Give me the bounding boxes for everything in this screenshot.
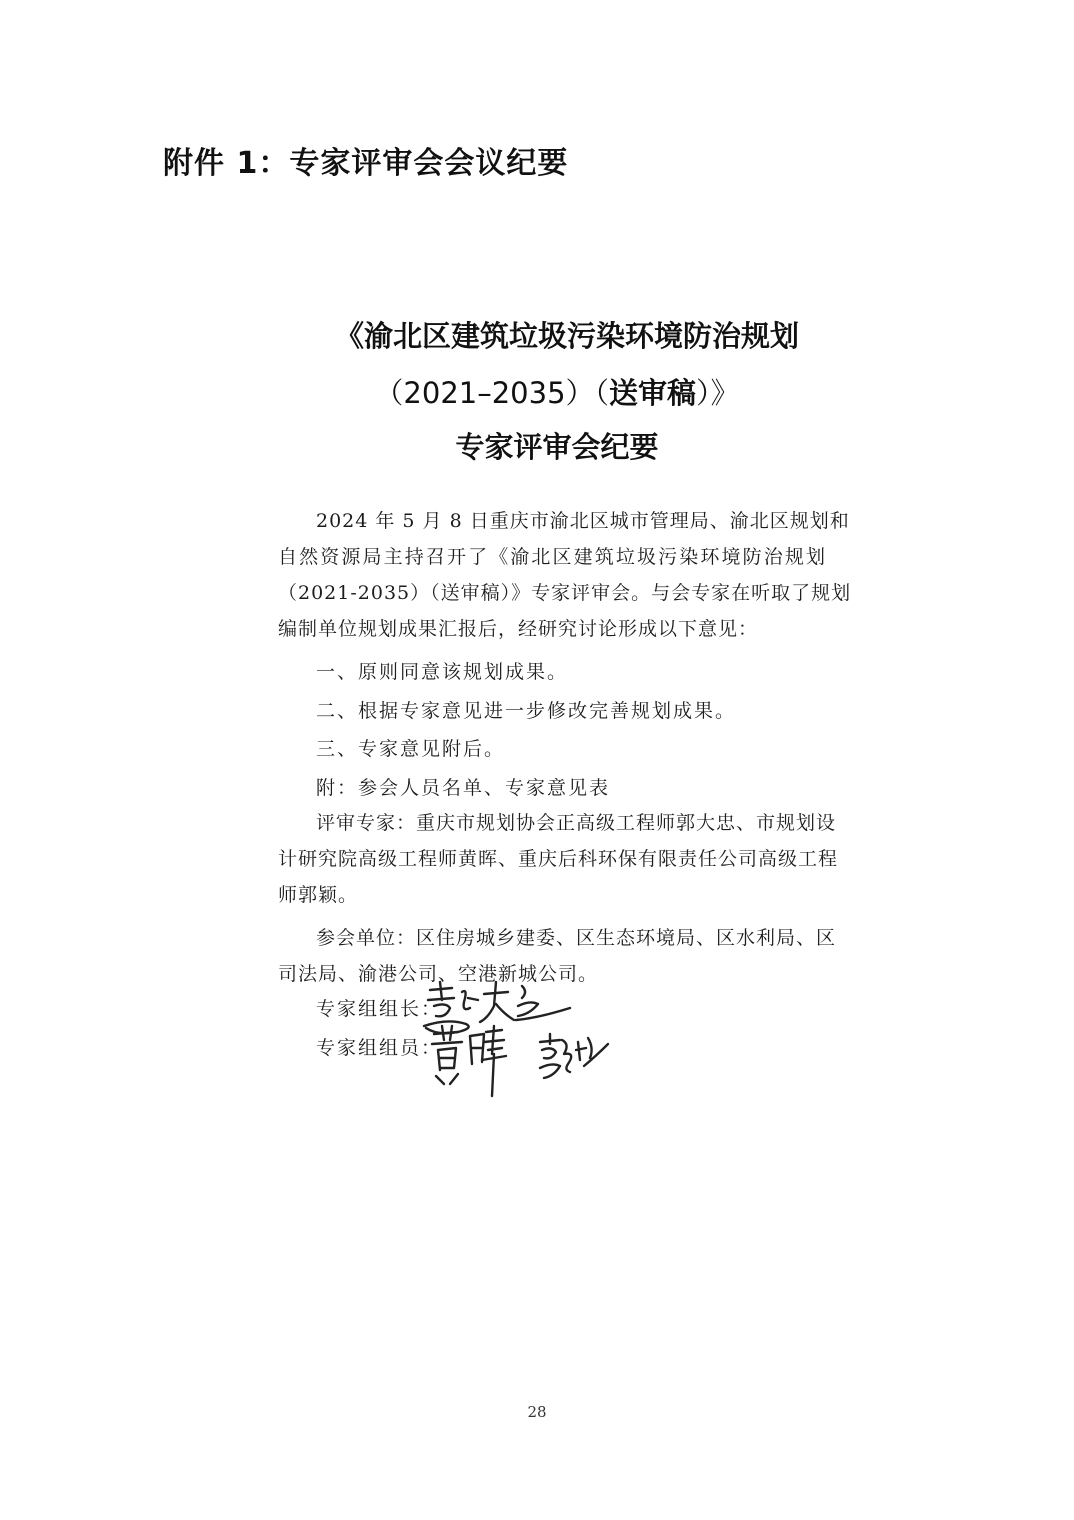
title-end: ）》 bbox=[696, 376, 740, 410]
member-signature-2 bbox=[536, 1032, 612, 1082]
leader-label: 专家组组长： bbox=[316, 998, 443, 1020]
title-years: （2021–2035）（ bbox=[374, 376, 610, 410]
document-title-line-2 bbox=[20, 371, 1074, 412]
intro-line-3: （2021-2035）（送审稿）》专家评审会。与会专家在听取了规划 bbox=[278, 582, 852, 604]
opinion-item-3: 三、专家意见附后。 bbox=[316, 738, 506, 760]
units-line-1: 参会单位：区住房城乡建委、区生态环境局、区水利局、区 bbox=[316, 927, 837, 949]
opinion-item-1: 一、原则同意该规划成果。 bbox=[316, 661, 569, 683]
members-label: 专家组组员： bbox=[316, 1037, 443, 1059]
document-title-line-1: 《渝北区建筑垃圾污染环境防治规划 bbox=[334, 319, 799, 353]
units-line-2: 司法局、渝港公司、空港新城公司。 bbox=[278, 963, 599, 985]
intro-line-1: 2024 年 5 月 8 日重庆市渝北区城市管理局、渝北区规划和 bbox=[316, 510, 850, 532]
attachment-heading: 附件 1：专家评审会会议纪要 bbox=[163, 146, 569, 181]
page-number: 28 bbox=[527, 1403, 547, 1421]
title-draft: 送审稿 bbox=[609, 376, 697, 410]
intro-line-4: 编制单位规划成果汇报后，经研究讨论形成以下意见： bbox=[278, 618, 759, 640]
appendix-line: 附：参会人员名单、专家意见表 bbox=[316, 777, 611, 799]
intro-paragraph bbox=[278, 503, 852, 647]
experts-line-3: 师郭颖。 bbox=[278, 884, 359, 906]
experts-line-1: 评审专家：重庆市规划协会正高级工程师郭大忠、市规划设 bbox=[316, 812, 837, 834]
intro-line-2: 自然资源局主持召开了《渝北区建筑垃圾污染环境防治规划 bbox=[278, 546, 826, 568]
review-experts-paragraph bbox=[278, 805, 839, 913]
member-signature-1 bbox=[428, 1024, 508, 1098]
experts-line-2: 计研究院高级工程师黄晖、重庆后科环保有限责任公司高级工程 bbox=[278, 848, 839, 870]
document-title-line-3: 专家评审会纪要 bbox=[455, 430, 659, 464]
opinion-item-2: 二、根据专家意见进一步修改完善规划成果。 bbox=[316, 700, 737, 722]
